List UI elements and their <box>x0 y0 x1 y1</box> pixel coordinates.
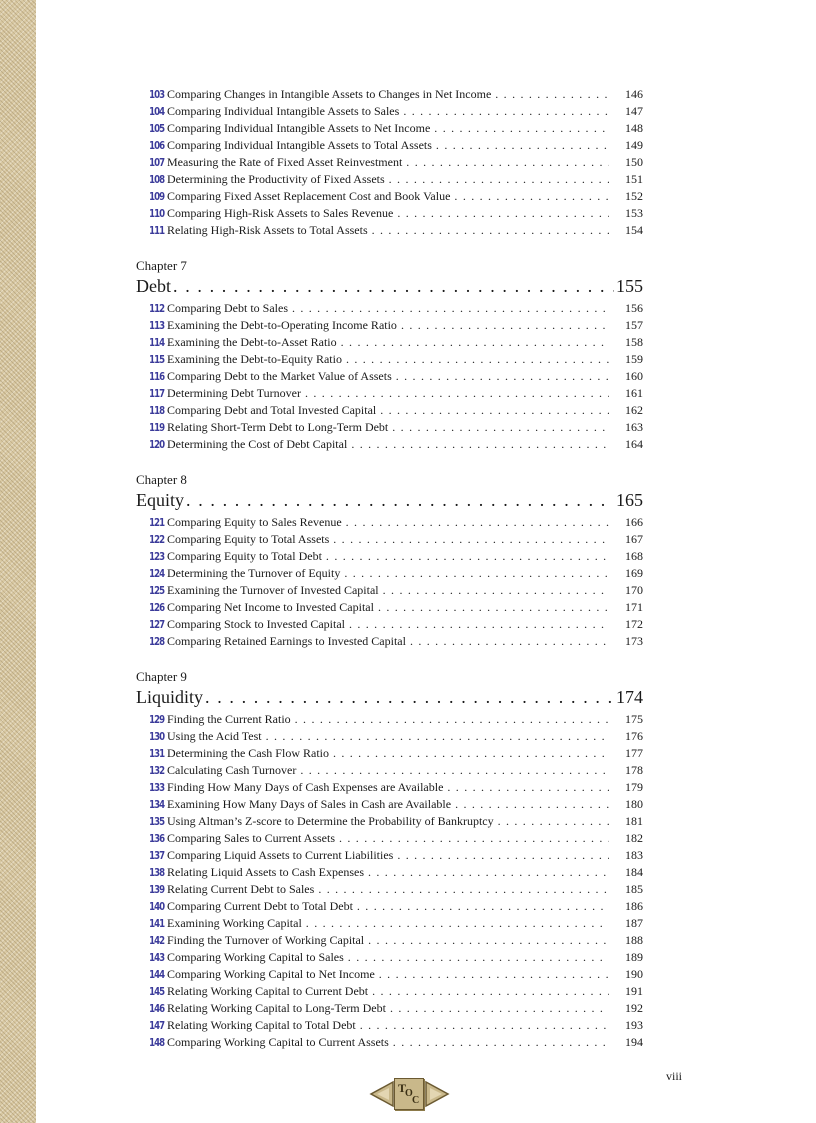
toc-entry[interactable] <box>136 599 643 616</box>
chapter-title: Liquidity <box>136 687 203 707</box>
toc-entry[interactable] <box>136 154 643 171</box>
toc-entry[interactable] <box>136 616 643 633</box>
entry-page: 161 <box>625 386 643 400</box>
entry-number: 141 <box>149 917 165 930</box>
entry-number: 108 <box>149 173 165 186</box>
entry-page: 159 <box>625 352 643 366</box>
entry-number: 120 <box>149 438 165 451</box>
entry-title: Finding the Turnover of Working Capital <box>167 933 365 947</box>
toc-entry[interactable] <box>136 300 643 317</box>
entry-page: 188 <box>625 933 643 947</box>
leader-dots <box>346 351 609 368</box>
left-arrow-icon[interactable] <box>369 1080 395 1108</box>
entry-page: 148 <box>625 121 643 135</box>
entry-number: 107 <box>149 156 165 169</box>
toc-entry[interactable] <box>136 633 643 650</box>
entry-number: 124 <box>149 567 165 580</box>
entry-number: 134 <box>149 798 165 811</box>
entry-title: Examining How Many Days of Sales in Cash are Available <box>167 797 452 811</box>
leader-dots <box>436 137 609 154</box>
entry-title: Determining the Cash Flow Ratio <box>167 746 329 760</box>
leader-dots <box>410 633 609 650</box>
entry-page: 178 <box>625 763 643 777</box>
entry-title: Comparing Equity to Total Debt <box>167 549 322 563</box>
entry-number: 129 <box>149 713 165 726</box>
toc-entry[interactable] <box>136 514 643 531</box>
chapter-page: 174 <box>616 687 643 707</box>
leader-dots <box>368 864 609 881</box>
entry-number: 106 <box>149 139 165 152</box>
entry-title: Comparing Working Capital to Net Income <box>167 967 375 981</box>
toc-entry[interactable] <box>136 779 643 796</box>
entry-title: Examining Working Capital <box>167 916 302 930</box>
leader-dots <box>205 686 614 709</box>
toc-entry[interactable] <box>136 402 643 419</box>
entry-number: 130 <box>149 730 165 743</box>
entry-page: 175 <box>625 712 643 726</box>
entry-number: 118 <box>149 404 165 417</box>
toc-entry[interactable] <box>136 1034 643 1051</box>
entry-title: Finding the Current Ratio <box>167 712 291 726</box>
leader-dots <box>300 762 609 779</box>
entry-title: Relating Liquid Assets to Cash Expenses <box>167 865 364 879</box>
leader-dots <box>344 565 609 582</box>
entry-page: 157 <box>625 318 643 332</box>
leader-dots <box>397 847 609 864</box>
toc-entry[interactable] <box>136 711 643 728</box>
entry-title: Comparing High-Risk Assets to Sales Revenue <box>167 206 394 220</box>
toc-entry[interactable] <box>136 86 643 103</box>
chapter-block <box>136 471 643 650</box>
entry-title: Comparing Equity to Total Assets <box>167 532 330 546</box>
toc-entry[interactable] <box>136 762 643 779</box>
entry-number: 127 <box>149 618 165 631</box>
chapter-page: 165 <box>616 490 643 510</box>
entry-page: 154 <box>625 223 643 237</box>
entry-title: Comparing Net Income to Invested Capital <box>167 600 374 614</box>
entry-page: 152 <box>625 189 643 203</box>
entry-number: 115 <box>149 353 165 366</box>
entry-number: 144 <box>149 968 165 981</box>
entry-number: 142 <box>149 934 165 947</box>
toc-entry[interactable] <box>136 949 643 966</box>
leader-dots <box>380 402 609 419</box>
entry-page: 153 <box>625 206 643 220</box>
leader-dots <box>378 599 609 616</box>
leader-dots <box>357 898 609 915</box>
entry-title: Comparing Individual Intangible Assets to Sales <box>167 104 400 118</box>
leader-dots <box>454 188 609 205</box>
entry-number: 128 <box>149 635 165 648</box>
entry-number: 133 <box>149 781 165 794</box>
leader-dots <box>390 1000 609 1017</box>
entry-title: Comparing Changes in Intangible Assets to Changes in Net Income <box>167 87 492 101</box>
leader-dots <box>498 813 609 830</box>
chapter-label: Chapter 8 <box>136 472 187 487</box>
entry-title: Determining Debt Turnover <box>167 386 301 400</box>
entry-title: Examining the Debt-to-Operating Income Ratio <box>167 318 397 332</box>
toc-entry[interactable] <box>136 847 643 864</box>
leader-dots <box>389 171 609 188</box>
toc-letter-o: O <box>405 1088 413 1099</box>
entry-page: 169 <box>625 566 643 580</box>
leader-dots <box>339 830 609 847</box>
leader-dots <box>434 120 609 137</box>
entry-page: 171 <box>625 600 643 614</box>
entry-page: 173 <box>625 634 643 648</box>
entry-title: Relating Working Capital to Current Debt <box>167 984 369 998</box>
entry-number: 112 <box>149 302 165 315</box>
entry-number: 139 <box>149 883 165 896</box>
toc-entry[interactable] <box>136 351 643 368</box>
toc-entry[interactable] <box>136 317 643 334</box>
chapter-title: Debt <box>136 276 171 296</box>
leader-dots <box>348 949 609 966</box>
entry-title: Comparing Equity to Sales Revenue <box>167 515 342 529</box>
entry-page: 168 <box>625 549 643 563</box>
toc-entry[interactable] <box>136 915 643 932</box>
entry-title: Relating Working Capital to Total Debt <box>167 1018 356 1032</box>
toc-entry[interactable] <box>136 796 643 813</box>
entry-title: Comparing Retained Earnings to Invested Capital <box>167 634 406 648</box>
leader-dots <box>173 275 614 298</box>
entry-number: 103 <box>149 88 165 101</box>
toc-entry[interactable] <box>136 548 643 565</box>
entry-title: Determining the Cost of Debt Capital <box>167 437 348 451</box>
entry-page: 187 <box>625 916 643 930</box>
entry-number: 135 <box>149 815 165 828</box>
toc-entry[interactable] <box>136 368 643 385</box>
decorative-sidebar <box>0 0 36 1123</box>
entry-page: 193 <box>625 1018 643 1032</box>
leader-dots <box>333 531 609 548</box>
entry-page: 184 <box>625 865 643 879</box>
entry-number: 110 <box>149 207 165 220</box>
entry-title: Relating Current Debt to Sales <box>167 882 315 896</box>
entry-title: Comparing Stock to Invested Capital <box>167 617 345 631</box>
entry-page: 176 <box>625 729 643 743</box>
leader-dots <box>397 205 609 222</box>
entry-number: 143 <box>149 951 165 964</box>
entry-page: 162 <box>625 403 643 417</box>
entry-number: 140 <box>149 900 165 913</box>
entry-number: 105 <box>149 122 165 135</box>
entry-page: 183 <box>625 848 643 862</box>
toc-entry[interactable] <box>136 864 643 881</box>
entry-page: 189 <box>625 950 643 964</box>
leader-dots <box>295 711 609 728</box>
entry-number: 123 <box>149 550 165 563</box>
leader-dots <box>306 915 609 932</box>
entry-page: 167 <box>625 532 643 546</box>
toc-entry[interactable] <box>136 334 643 351</box>
leader-dots <box>401 317 609 334</box>
leader-dots <box>396 368 609 385</box>
entry-number: 132 <box>149 764 165 777</box>
entry-number: 117 <box>149 387 165 400</box>
entry-page: 186 <box>625 899 643 913</box>
entry-page: 190 <box>625 967 643 981</box>
entry-title: Finding How Many Days of Cash Expenses are Available <box>167 780 444 794</box>
leader-dots <box>360 1017 609 1034</box>
entry-number: 125 <box>149 584 165 597</box>
leader-dots <box>305 385 609 402</box>
entry-page: 185 <box>625 882 643 896</box>
toc-entry[interactable] <box>136 188 643 205</box>
entry-number: 126 <box>149 601 165 614</box>
entry-title: Comparing Liquid Assets to Current Liabilities <box>167 848 394 862</box>
entry-title: Examining the Debt-to-Equity Ratio <box>167 352 342 366</box>
entry-number: 138 <box>149 866 165 879</box>
toc-entry[interactable] <box>136 385 643 402</box>
leader-dots <box>392 419 609 436</box>
entry-page: 164 <box>625 437 643 451</box>
toc-entry[interactable] <box>136 745 643 762</box>
chapter-label: Chapter 9 <box>136 669 187 684</box>
entry-title: Using Altman’s Z-score to Determine the Probability of Bankruptcy <box>167 814 494 828</box>
entry-title: Using the Acid Test <box>167 729 262 743</box>
toc-entry[interactable] <box>136 813 643 830</box>
entry-title: Comparing Individual Intangible Assets to Net Income <box>167 121 431 135</box>
entry-title: Comparing Individual Intangible Assets to Total Assets <box>167 138 432 152</box>
entry-number: 122 <box>149 533 165 546</box>
toc-entry[interactable] <box>136 171 643 188</box>
entry-title: Comparing Debt to Sales <box>167 301 288 315</box>
entry-title: Comparing Debt and Total Invested Capital <box>167 403 377 417</box>
entry-number: 104 <box>149 105 165 118</box>
leader-dots <box>333 745 609 762</box>
entry-title: Relating Working Capital to Long-Term Debt <box>167 1001 386 1015</box>
entry-page: 151 <box>625 172 643 186</box>
toc-entry[interactable] <box>136 966 643 983</box>
entry-page: 160 <box>625 369 643 383</box>
entry-title: Comparing Debt to the Market Value of Assets <box>167 369 392 383</box>
chapter-block <box>136 668 643 1051</box>
entry-number: 137 <box>149 849 165 862</box>
leader-dots <box>455 796 609 813</box>
leader-dots <box>372 222 609 239</box>
toc-entry[interactable] <box>136 137 643 154</box>
leader-dots <box>186 489 614 512</box>
toc-entry[interactable] <box>136 983 643 1000</box>
entry-page: 182 <box>625 831 643 845</box>
entry-page: 158 <box>625 335 643 349</box>
entry-title: Calculating Cash Turnover <box>167 763 297 777</box>
entry-page: 163 <box>625 420 643 434</box>
toc-letter-c: C <box>412 1095 420 1106</box>
leader-dots <box>349 616 609 633</box>
entry-page: 191 <box>625 984 643 998</box>
chapter-label: Chapter 7 <box>136 258 187 273</box>
leader-dots <box>379 966 609 983</box>
entry-page: 147 <box>625 104 643 118</box>
entry-number: 146 <box>149 1002 165 1015</box>
entry-number: 148 <box>149 1036 165 1049</box>
entry-title: Comparing Working Capital to Current Assets <box>167 1035 389 1049</box>
navigation-bar <box>369 1078 449 1112</box>
entry-number: 119 <box>149 421 165 434</box>
chapter-title-link[interactable] <box>136 489 643 512</box>
toc-entry[interactable] <box>136 728 643 745</box>
page-number: viii <box>666 1069 683 1083</box>
entry-number: 116 <box>149 370 165 383</box>
toc-entry[interactable] <box>136 898 643 915</box>
entry-title: Comparing Current Debt to Total Debt <box>167 899 353 913</box>
entry-number: 147 <box>149 1019 165 1032</box>
toc-entry[interactable] <box>136 830 643 847</box>
toc-entry[interactable] <box>136 582 643 599</box>
table-of-contents <box>136 86 643 1051</box>
entry-page: 181 <box>625 814 643 828</box>
entry-page: 149 <box>625 138 643 152</box>
toc-entry[interactable] <box>136 1000 643 1017</box>
chapter-title-link[interactable] <box>136 686 643 709</box>
leader-dots <box>372 983 609 1000</box>
entry-title: Relating High-Risk Assets to Total Assets <box>167 223 368 237</box>
toc-entry[interactable] <box>136 205 643 222</box>
entry-page: 180 <box>625 797 643 811</box>
entry-page: 166 <box>625 515 643 529</box>
entry-title: Determining the Productivity of Fixed Assets <box>167 172 385 186</box>
entry-title: Comparing Sales to Current Assets <box>167 831 335 845</box>
entry-page: 177 <box>625 746 643 760</box>
leader-dots <box>403 103 609 120</box>
entry-number: 131 <box>149 747 165 760</box>
toc-entry[interactable] <box>136 881 643 898</box>
entry-title: Comparing Fixed Asset Replacement Cost and Book Value <box>167 189 451 203</box>
entry-title: Comparing Working Capital to Sales <box>167 950 344 964</box>
entry-number: 121 <box>149 516 165 529</box>
toc-entry[interactable] <box>136 222 643 239</box>
chapter-title-link[interactable] <box>136 275 643 298</box>
toc-entry[interactable] <box>136 932 643 949</box>
leader-dots <box>318 881 609 898</box>
entry-number: 145 <box>149 985 165 998</box>
entry-group <box>136 86 643 239</box>
entry-page: 192 <box>625 1001 643 1015</box>
chapter-title: Equity <box>136 490 184 510</box>
entry-number: 136 <box>149 832 165 845</box>
entry-number: 109 <box>149 190 165 203</box>
toc-entry[interactable] <box>136 565 643 582</box>
toc-entry[interactable] <box>136 120 643 137</box>
leader-dots <box>447 779 609 796</box>
leader-dots <box>351 436 609 453</box>
entry-title: Examining the Turnover of Invested Capital <box>167 583 379 597</box>
entry-page: 170 <box>625 583 643 597</box>
chapter-block <box>136 257 643 453</box>
entry-title: Examining the Debt-to-Asset Ratio <box>167 335 337 349</box>
entry-title: Determining the Turnover of Equity <box>167 566 341 580</box>
entry-page: 172 <box>625 617 643 631</box>
entry-number: 114 <box>149 336 165 349</box>
leader-dots <box>393 1034 609 1051</box>
entry-number: 113 <box>149 319 165 332</box>
leader-dots <box>266 728 609 745</box>
leader-dots <box>326 548 609 565</box>
leader-dots <box>341 334 609 351</box>
leader-dots <box>368 932 609 949</box>
toc-entry[interactable] <box>136 419 643 436</box>
entry-title: Measuring the Rate of Fixed Asset Reinvestment <box>167 155 403 169</box>
right-arrow-icon[interactable] <box>424 1080 450 1108</box>
entry-page: 156 <box>625 301 643 315</box>
chapter-page: 155 <box>616 276 643 296</box>
toc-entry[interactable] <box>136 103 643 120</box>
toc-letter-t: T <box>398 1081 407 1095</box>
leader-dots <box>346 514 609 531</box>
entry-number: 111 <box>149 224 165 237</box>
leader-dots <box>383 582 609 599</box>
toc-entry[interactable] <box>136 436 643 453</box>
leader-dots <box>495 86 609 103</box>
entry-page: 194 <box>625 1035 643 1049</box>
entry-page: 179 <box>625 780 643 794</box>
entry-page: 146 <box>625 87 643 101</box>
entry-title: Relating Short-Term Debt to Long-Term Debt <box>167 420 389 434</box>
leader-dots <box>292 300 609 317</box>
entry-page: 150 <box>625 155 643 169</box>
toc-button[interactable] <box>394 1078 424 1110</box>
toc-entry[interactable] <box>136 531 643 548</box>
toc-entry[interactable] <box>136 1017 643 1034</box>
leader-dots <box>406 154 609 171</box>
